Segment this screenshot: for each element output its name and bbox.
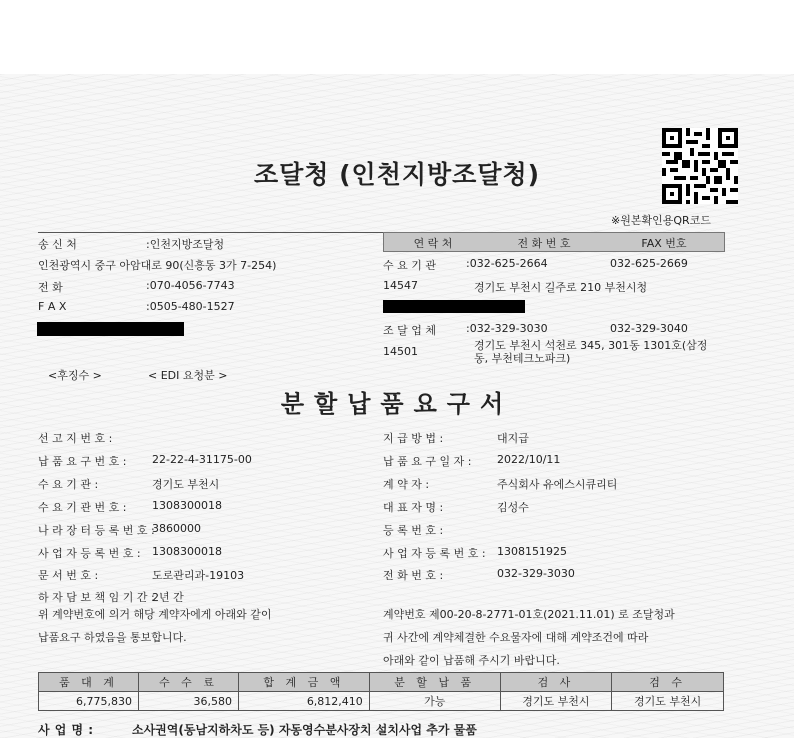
amount-cell: 경기도 부천시 — [612, 692, 724, 711]
contact-header-col2: 전 화 번 호 — [517, 237, 571, 250]
field-value: 경기도 부천시 — [152, 478, 220, 491]
field-value: 김성수 — [497, 501, 529, 514]
field-label: 등 록 번 호 : — [383, 524, 444, 537]
tag-left: <후징수 > — [48, 369, 102, 382]
field-value: 대지급 — [497, 432, 529, 445]
supplier-fax: 032-329-3040 — [610, 322, 688, 335]
field-label: 수 요 기 관 : — [38, 478, 99, 491]
document-title: 분할납품요구서 — [280, 390, 514, 418]
field-label: 납 품 요 구 일 자 : — [383, 455, 472, 468]
amount-table — [38, 672, 724, 711]
supplier-address-line1: 경기도 부천시 석천로 345, 301동 1301호(삼정 — [474, 339, 708, 352]
business-value: 소사권역(동남지하차도 등) 자동영수분사장치 설치사업 추가 물품 — [132, 723, 477, 737]
field-label: 선 고 지 번 호 : — [38, 432, 113, 445]
field-value: 2022/10/11 — [497, 453, 561, 466]
sender-phone-label: 전 화 — [38, 281, 63, 294]
field-value: 2년 간 — [152, 591, 184, 604]
sender-fax-label: F A X — [38, 300, 67, 313]
notice-left-line2: 납품요구 하였음을 통보합니다. — [38, 631, 187, 644]
qr-caption: ※원본확인용QR코드 — [611, 214, 711, 227]
tag-right: < EDI 요청분 > — [148, 369, 228, 382]
table-row — [39, 692, 724, 711]
notice-right-line1: 계약번호 제00-20-8-2771-01호(2021.11.01) 로 조달청과 — [383, 608, 675, 621]
page-title: 조달청 (인천지방조달청) — [253, 160, 541, 189]
supplier-phone: :032-329-3030 — [466, 322, 548, 335]
field-value: 1308300018 — [152, 499, 222, 512]
demand-zip: 14547 — [383, 279, 418, 292]
amount-cell: 6,775,830 — [39, 692, 139, 711]
field-value: 도로관리과-19103 — [152, 569, 245, 582]
field-label: 수 요 기 관 번 호 : — [38, 501, 127, 514]
business-label: 사 업 명 : — [38, 723, 94, 737]
field-label: 납 품 요 구 번 호 : — [38, 455, 127, 468]
demand-address: 경기도 부천시 길주로 210 부천시청 — [474, 281, 648, 294]
field-label: 계 약 자 : — [383, 478, 430, 491]
supplier-zip: 14501 — [383, 345, 418, 358]
contact-header-col3: FAX 번호 — [641, 237, 687, 250]
amount-cell: 가능 — [369, 692, 500, 711]
demand-label: 수 요 기 관 — [383, 259, 436, 272]
field-label: 문 서 번 호 : — [38, 569, 99, 582]
field-label: 사 업 자 등 록 번 호 : — [38, 547, 141, 560]
field-label: 나 라 장 터 등 록 번 호 : — [38, 524, 155, 537]
amount-table-header — [39, 673, 724, 692]
notice-left-line1: 위 계약번호에 의거 해당 계약자에게 아래와 같이 — [38, 608, 272, 621]
sender-value: :인천지방조달청 — [146, 238, 225, 251]
sender-fax-value: :0505-480-1527 — [146, 300, 235, 313]
amount-cell: 6,812,410 — [239, 692, 370, 711]
demand-phone: :032-625-2664 — [466, 257, 548, 270]
amount-cell: 경기도 부천시 — [500, 692, 612, 711]
field-value: 22-22-4-31175-00 — [152, 453, 252, 466]
field-value: 1308151925 — [497, 545, 567, 558]
amount-cell: 36,580 — [139, 692, 239, 711]
redaction-bar — [37, 322, 184, 336]
sender-phone-value: :070-4056-7743 — [146, 279, 235, 292]
sender-label: 송 신 처 — [38, 238, 77, 251]
field-label: 지 급 방 법 : — [383, 432, 444, 445]
field-value: 주식회사 유에스시큐리티 — [497, 478, 618, 491]
field-label: 전 화 번 호 : — [383, 569, 444, 582]
field-value: 032-329-3030 — [497, 567, 575, 580]
amount-header-cell: 품 대 계 — [39, 673, 139, 692]
notice-right-line3: 아래와 같이 납품해 주시기 바랍니다. — [383, 654, 560, 667]
sender-address: 인천광역시 중구 아암대로 90(신흥동 3가 7-254) — [38, 259, 277, 272]
field-value: 1308300018 — [152, 545, 222, 558]
field-label: 대 표 자 명 : — [383, 501, 444, 514]
contact-header-col1: 연 락 처 — [413, 237, 453, 250]
amount-header-cell: 수 수 료 — [139, 673, 239, 692]
field-value: 3860000 — [152, 522, 201, 535]
redaction-bar — [383, 300, 525, 313]
amount-header-cell: 합 계 금 액 — [239, 673, 370, 692]
amount-header-cell: 검 수 — [612, 673, 724, 692]
demand-fax: 032-625-2669 — [610, 257, 688, 270]
notice-right-line2: 귀 사간에 계약체결한 수요물자에 대해 계약조건에 따라 — [383, 631, 649, 644]
field-label: 사 업 자 등 록 번 호 : — [383, 547, 486, 560]
field-label: 하 자 담 보 책 임 기 간 : — [38, 591, 155, 604]
supplier-label: 조 달 업 체 — [383, 324, 436, 337]
supplier-address-line2: 동, 부천테크노파크) — [474, 352, 571, 365]
amount-header-cell: 검 사 — [500, 673, 612, 692]
amount-header-cell: 분 할 납 품 — [369, 673, 500, 692]
